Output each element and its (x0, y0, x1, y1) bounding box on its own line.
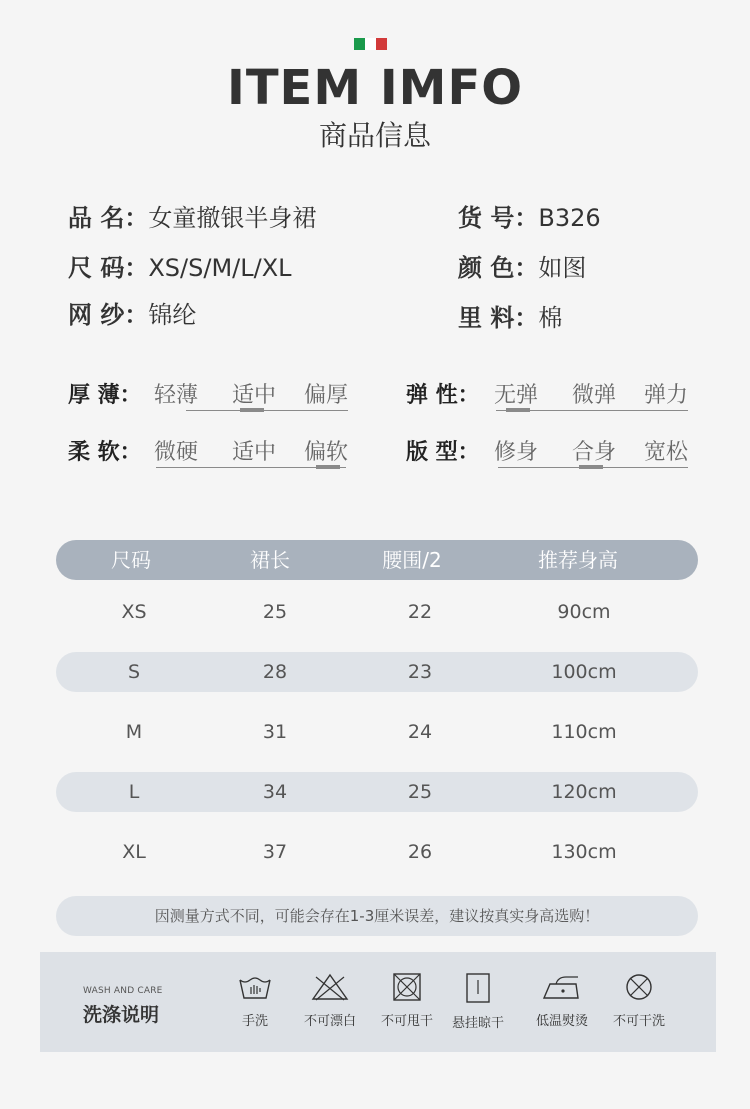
care-item (215, 972, 295, 1029)
info-value: 锦纶 (148, 301, 197, 329)
attr-thickness (68, 378, 358, 418)
attr-label: 版 型： (406, 440, 480, 465)
cell-waist: 24 (407, 721, 433, 743)
cell-waist: 23 (407, 661, 433, 683)
col-header-height: 推荐身高 (538, 548, 618, 572)
cell-waist: 25 (407, 781, 433, 803)
table-row (56, 832, 698, 872)
attr-option: 修身 (494, 440, 539, 465)
info-sku (458, 198, 601, 233)
attr-selected-marker (579, 465, 603, 469)
cell-height: 110cm (551, 721, 617, 743)
cell-size: M (125, 721, 143, 743)
size-table-header (56, 540, 698, 580)
info-key: 尺 码： (68, 254, 149, 282)
cell-height: 90cm (557, 601, 611, 623)
care-label: 低温熨烫 (535, 1014, 588, 1029)
low-iron-icon (540, 972, 584, 1002)
info-value: B326 (538, 204, 601, 232)
care-item (599, 972, 679, 1029)
col-header-size: 尺码 (111, 548, 151, 572)
cell-length: 25 (262, 601, 288, 623)
attr-fit (406, 435, 696, 475)
attr-selected-marker (240, 408, 264, 412)
attr-option: 弹力 (644, 383, 689, 408)
care-label: 不可干洗 (612, 1014, 665, 1029)
attr-elasticity (406, 378, 696, 418)
italy-flag-icon (354, 38, 387, 50)
no-dry-clean-icon (623, 972, 655, 1002)
table-row (56, 712, 698, 752)
cell-length: 37 (262, 841, 288, 863)
attr-option: 适中 (232, 383, 277, 408)
table-row (56, 592, 698, 632)
no-bleach-icon (310, 972, 350, 1002)
care-item (438, 972, 518, 1031)
cell-height: 120cm (551, 781, 617, 803)
cell-waist: 22 (407, 601, 433, 623)
cell-size: XS (121, 601, 147, 623)
cell-length: 31 (262, 721, 288, 743)
page-title-cn: 商品信息 (318, 119, 431, 152)
care-label: 手洗 (241, 1014, 268, 1029)
info-value: 如图 (538, 254, 587, 282)
care-title-cn: 洗涤说明 (83, 1004, 160, 1026)
info-size (68, 248, 292, 283)
info-key: 网 纱： (68, 301, 149, 329)
info-key: 颜 色： (458, 254, 539, 282)
care-label: 不可漂白 (303, 1014, 356, 1029)
no-tumble-dry-icon (391, 972, 423, 1002)
attr-selected-marker (316, 465, 340, 469)
attr-scale-line (186, 410, 348, 411)
info-key: 品 名： (68, 204, 149, 232)
measurement-note: 因测量方式不同，可能会存在1-3厘米误差，建议按真实身高选购！ (56, 896, 698, 936)
attr-selected-marker (506, 408, 530, 412)
attr-option: 宽松 (644, 440, 689, 465)
attr-label: 柔 软： (68, 440, 142, 465)
care-item (522, 972, 602, 1029)
attr-softness (68, 435, 358, 475)
attr-option: 微弹 (572, 383, 617, 408)
info-key: 里 料： (458, 304, 539, 332)
info-color (458, 248, 586, 283)
table-row (56, 772, 698, 812)
cell-height: 130cm (551, 841, 617, 863)
info-mesh (68, 295, 196, 330)
cell-size: S (127, 661, 141, 683)
info-value: XS/S/M/L/XL (148, 254, 292, 282)
wash-care-panel (40, 952, 716, 1052)
attr-option: 微硬 (154, 440, 199, 465)
table-row (56, 652, 698, 692)
care-item (367, 972, 447, 1029)
line-dry-icon (464, 972, 492, 1004)
info-key: 货 号： (458, 204, 539, 232)
care-label: 不可甩干 (380, 1014, 433, 1029)
attr-option: 无弹 (494, 383, 539, 408)
cell-size: L (128, 781, 140, 803)
care-item (290, 972, 370, 1029)
hand-wash-icon (237, 972, 273, 1002)
cell-size: XL (122, 841, 146, 863)
care-title-en: WASH AND CARE (83, 986, 163, 996)
attr-option: 偏厚 (304, 383, 349, 408)
cell-waist: 26 (407, 841, 433, 863)
col-header-waist: 腰围/2 (382, 548, 442, 572)
attr-option: 轻薄 (154, 383, 199, 408)
attr-option: 合身 (572, 440, 617, 465)
info-value: 女童撤银半身裙 (148, 204, 317, 232)
info-value: 棉 (538, 304, 563, 332)
care-label: 悬挂晾干 (451, 1016, 504, 1031)
attr-option: 偏软 (304, 440, 349, 465)
info-lining (458, 298, 562, 333)
attr-label: 弹 性： (406, 383, 480, 408)
attr-option: 适中 (232, 440, 277, 465)
cell-length: 28 (262, 661, 288, 683)
cell-length: 34 (262, 781, 288, 803)
col-header-length: 裙长 (250, 548, 290, 572)
info-name (68, 198, 316, 233)
page-title-en: ITEM IMFO (226, 60, 524, 116)
attr-label: 厚 薄： (68, 383, 142, 408)
cell-height: 100cm (551, 661, 617, 683)
